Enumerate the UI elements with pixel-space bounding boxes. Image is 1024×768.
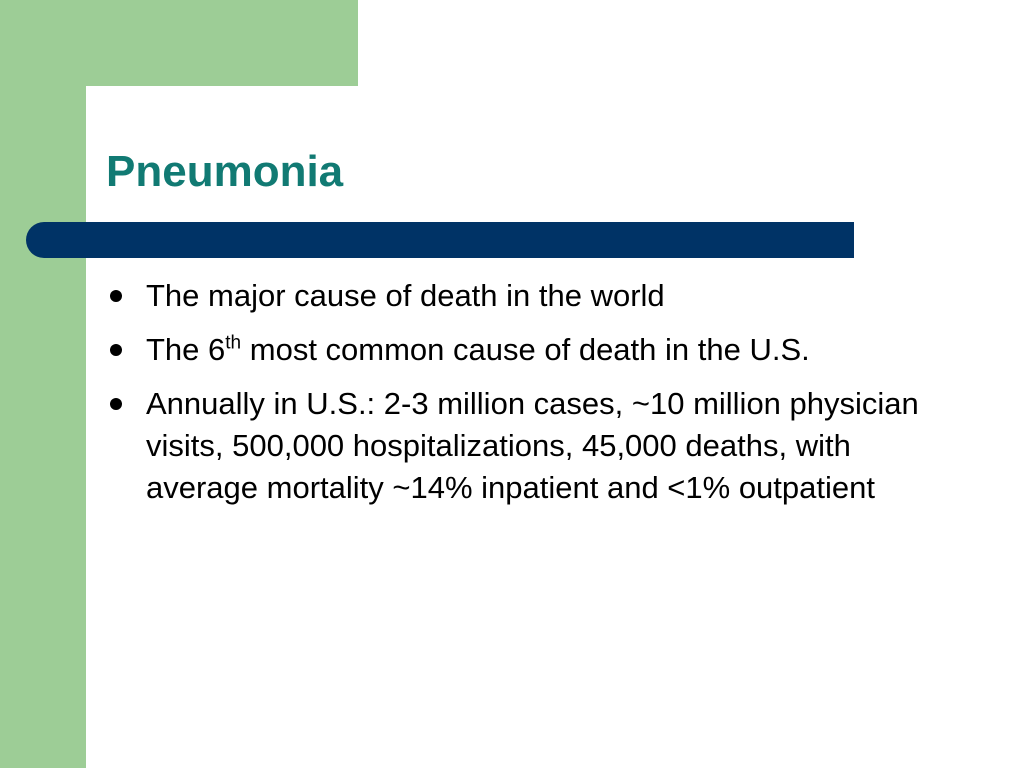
bullet-dot-icon (110, 344, 122, 356)
bullet-text: The major cause of death in the world (146, 278, 665, 313)
ordinal-superscript: th (225, 332, 242, 354)
bullet-item (100, 275, 960, 317)
bullet-text-suffix: most common cause of death in the U.S. (241, 332, 810, 367)
bullet-dot-icon (110, 290, 122, 302)
green-top-band (0, 0, 358, 86)
bullet-list (100, 275, 960, 521)
bullet-item (100, 383, 960, 509)
bullet-item (100, 329, 960, 371)
bullet-dot-icon (110, 398, 122, 410)
bullet-text (146, 332, 810, 367)
bullet-text-prefix: The 6 (146, 332, 226, 367)
bullet-text: Annually in U.S.: 2-3 million cases, ~10 million physician visits, 500,000 hospitalizations, 45,000 deaths, with average mortality ~14% inpatient and <1% outpatient (146, 386, 919, 505)
slide-title: Pneumonia (106, 147, 344, 196)
title-underline-bar (26, 222, 854, 258)
green-side-band (0, 0, 86, 768)
